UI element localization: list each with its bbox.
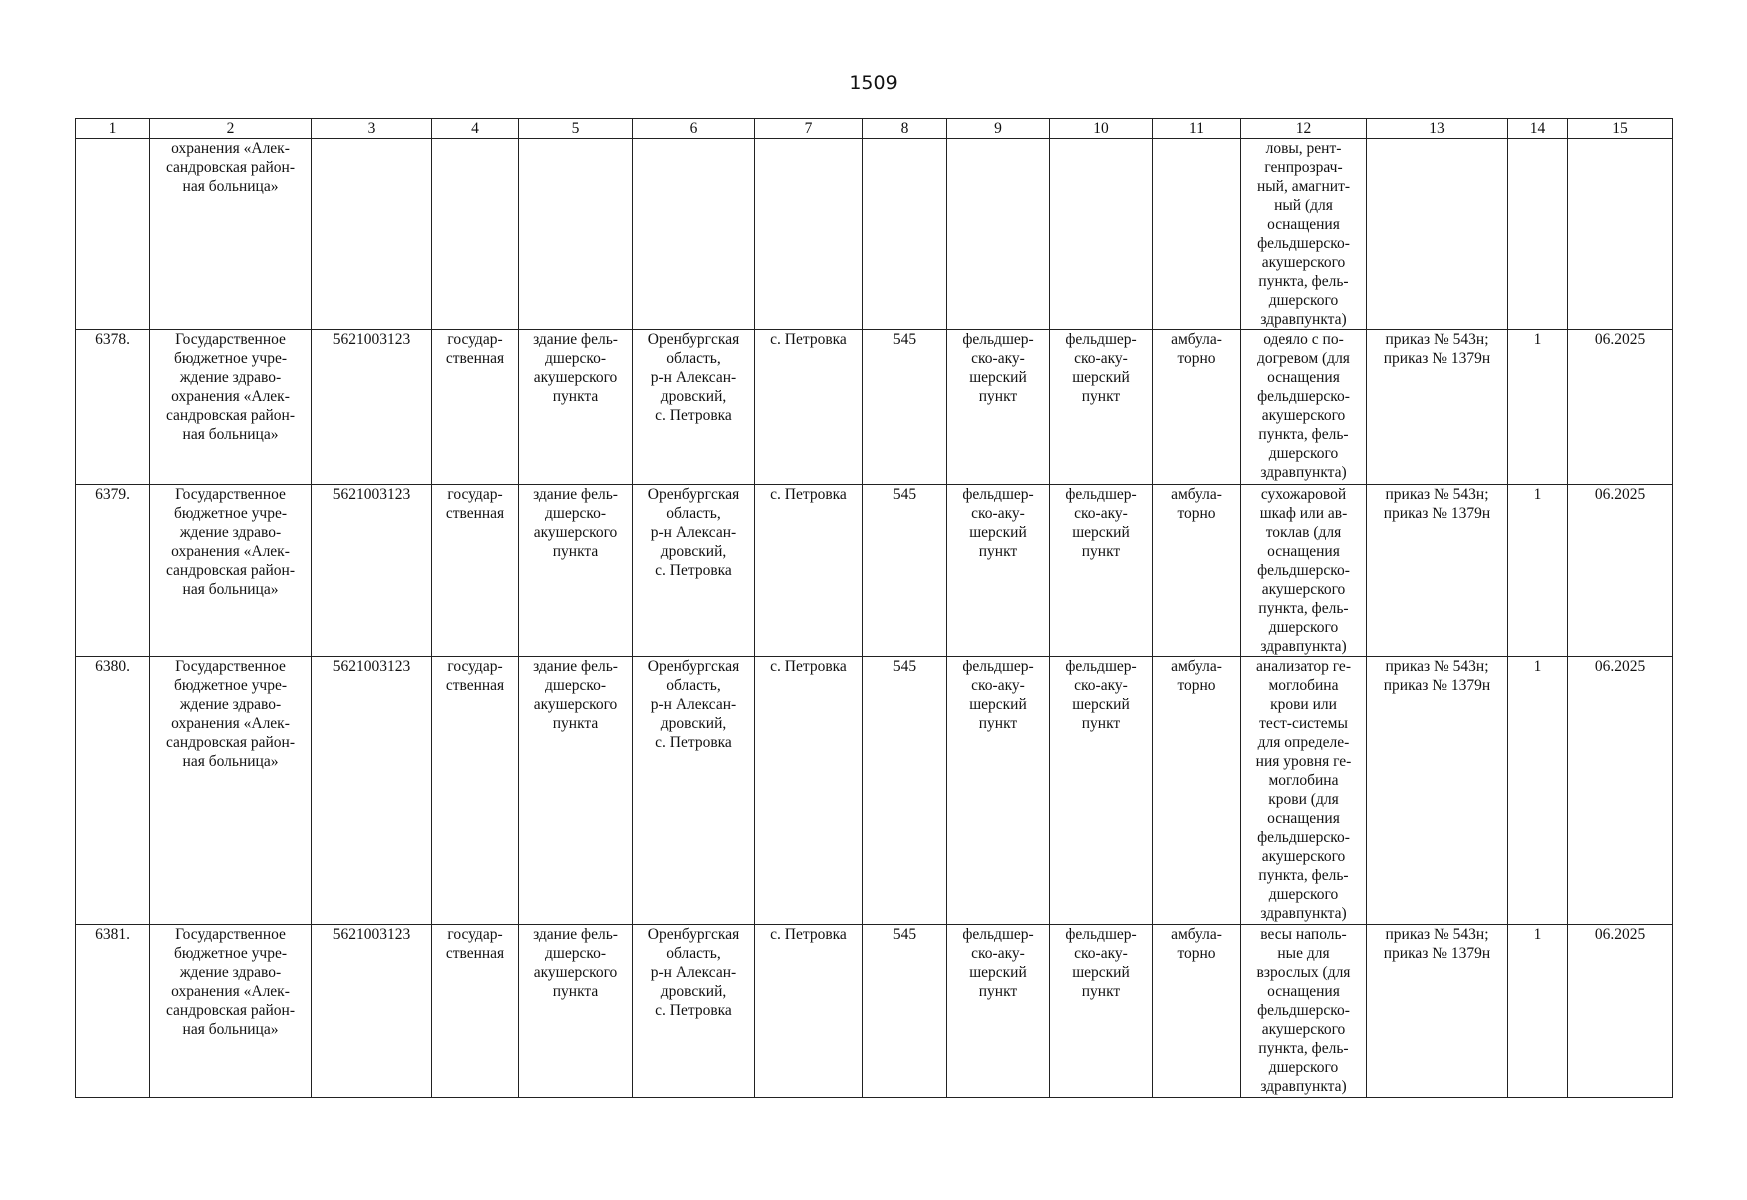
column-number: 8: [863, 119, 947, 139]
cell-address: Оренбургская область, р-н Алексан- дровский, с. Петровка: [633, 657, 755, 925]
cell-address: [633, 139, 755, 330]
column-number: 14: [1508, 119, 1568, 139]
cell-facility-type: фельдшер- ско-аку- шерский пункт: [947, 485, 1050, 657]
column-number: 15: [1568, 119, 1673, 139]
table-header: [76, 119, 1673, 139]
cell-facility-type: [947, 139, 1050, 330]
cell-number: 6378.: [76, 330, 150, 485]
column-number: 10: [1050, 119, 1153, 139]
cell-date: 06.2025: [1568, 657, 1673, 925]
cell-building: [519, 139, 633, 330]
cell-date: 06.2025: [1568, 485, 1673, 657]
cell-ownership: государ- ственная: [432, 925, 519, 1098]
column-number: 1: [76, 119, 150, 139]
column-number-row: [76, 119, 1673, 139]
cell-number: [76, 139, 150, 330]
cell-care-form: амбула- торно: [1153, 657, 1241, 925]
cell-unit-type: фельдшер- ско-аку- шерский пункт: [1050, 330, 1153, 485]
cell-population: 545: [863, 657, 947, 925]
cell-inn: 5621003123: [312, 925, 432, 1098]
cell-unit-type: фельдшер- ско-аку- шерский пункт: [1050, 657, 1153, 925]
cell-care-form: амбула- торно: [1153, 485, 1241, 657]
column-number: 12: [1241, 119, 1367, 139]
page-number: 1509: [849, 72, 898, 94]
cell-order: приказ № 543н; приказ № 1379н: [1367, 657, 1508, 925]
column-number: 9: [947, 119, 1050, 139]
cell-building: здание фель- дшерско- акушерского пункта: [519, 485, 633, 657]
cell-number: 6379.: [76, 485, 150, 657]
cell-inn: [312, 139, 432, 330]
cell-population: 545: [863, 330, 947, 485]
cell-facility-type: фельдшер- ско-аку- шерский пункт: [947, 925, 1050, 1098]
cell-settlement: с. Петровка: [755, 925, 863, 1098]
cell-unit-type: [1050, 139, 1153, 330]
cell-quantity: 1: [1508, 657, 1568, 925]
cell-organization: Государственное бюджетное учре- ждение здраво- охранения «Алек- сандровская район- ная больница»: [150, 925, 312, 1098]
cell-organization: охранения «Алек- сандровская район- ная больница»: [150, 139, 312, 330]
table-body: [76, 139, 1673, 1098]
cell-equipment: одеяло с по- догревом (для оснащения фельдшерско- акушерского пункта, фель- дшерского здравпункта): [1241, 330, 1367, 485]
cell-order: приказ № 543н; приказ № 1379н: [1367, 485, 1508, 657]
table-row: [76, 925, 1673, 1098]
cell-ownership: государ- ственная: [432, 657, 519, 925]
cell-quantity: [1508, 139, 1568, 330]
cell-order: [1367, 139, 1508, 330]
cell-population: 545: [863, 485, 947, 657]
cell-quantity: 1: [1508, 485, 1568, 657]
cell-facility-type: фельдшер- ско-аку- шерский пункт: [947, 657, 1050, 925]
cell-unit-type: фельдшер- ско-аку- шерский пункт: [1050, 485, 1153, 657]
cell-address: Оренбургская область, р-н Алексан- дровский, с. Петровка: [633, 330, 755, 485]
cell-number: 6381.: [76, 925, 150, 1098]
cell-address: Оренбургская область, р-н Алексан- дровский, с. Петровка: [633, 485, 755, 657]
cell-organization: Государственное бюджетное учре- ждение здраво- охранения «Алек- сандровская район- ная больница»: [150, 330, 312, 485]
table-row: [76, 330, 1673, 485]
cell-order: приказ № 543н; приказ № 1379н: [1367, 330, 1508, 485]
column-number: 4: [432, 119, 519, 139]
table-row: [76, 139, 1673, 330]
cell-equipment: весы наполь- ные для взрослых (для оснащения фельдшерско- акушерского пункта, фель- дшерского здравпункта): [1241, 925, 1367, 1098]
column-number: 2: [150, 119, 312, 139]
cell-ownership: государ- ственная: [432, 485, 519, 657]
cell-facility-type: фельдшер- ско-аку- шерский пункт: [947, 330, 1050, 485]
cell-building: здание фель- дшерско- акушерского пункта: [519, 925, 633, 1098]
register-table: [75, 118, 1673, 1098]
cell-ownership: государ- ственная: [432, 330, 519, 485]
cell-date: [1568, 139, 1673, 330]
cell-population: [863, 139, 947, 330]
cell-unit-type: фельдшер- ско-аку- шерский пункт: [1050, 925, 1153, 1098]
cell-date: 06.2025: [1568, 330, 1673, 485]
column-number: 13: [1367, 119, 1508, 139]
cell-inn: 5621003123: [312, 657, 432, 925]
cell-equipment: сухожаровой шкаф или ав- токлав (для оснащения фельдшерско- акушерского пункта, фель- дшерского здравпункта): [1241, 485, 1367, 657]
cell-address: Оренбургская область, р-н Алексан- дровский, с. Петровка: [633, 925, 755, 1098]
cell-organization: Государственное бюджетное учре- ждение здраво- охранения «Алек- сандровская район- ная больница»: [150, 657, 312, 925]
cell-quantity: 1: [1508, 330, 1568, 485]
column-number: 5: [519, 119, 633, 139]
cell-quantity: 1: [1508, 925, 1568, 1098]
cell-order: приказ № 543н; приказ № 1379н: [1367, 925, 1508, 1098]
cell-care-form: амбула- торно: [1153, 330, 1241, 485]
cell-inn: 5621003123: [312, 330, 432, 485]
cell-settlement: с. Петровка: [755, 330, 863, 485]
column-number: 7: [755, 119, 863, 139]
cell-settlement: с. Петровка: [755, 485, 863, 657]
column-number: 3: [312, 119, 432, 139]
cell-organization: Государственное бюджетное учре- ждение здраво- охранения «Алек- сандровская район- ная больница»: [150, 485, 312, 657]
column-number: 11: [1153, 119, 1241, 139]
cell-building: здание фель- дшерско- акушерского пункта: [519, 330, 633, 485]
cell-care-form: амбула- торно: [1153, 925, 1241, 1098]
cell-ownership: [432, 139, 519, 330]
cell-settlement: с. Петровка: [755, 657, 863, 925]
cell-date: 06.2025: [1568, 925, 1673, 1098]
cell-care-form: [1153, 139, 1241, 330]
table-row: [76, 657, 1673, 925]
cell-equipment: ловы, рент- генпрозрач- ный, амагнит- ный (для оснащения фельдшерско- акушерского пункта, фель- дшерского здравпункта): [1241, 139, 1367, 330]
cell-equipment: анализатор ге- моглобина крови или тест-системы для определе- ния уровня ге- моглобина крови (для оснащения фельдшерско- акушерского пункта, фель- дшерского здравпункта): [1241, 657, 1367, 925]
cell-number: 6380.: [76, 657, 150, 925]
cell-settlement: [755, 139, 863, 330]
cell-inn: 5621003123: [312, 485, 432, 657]
table-row: [76, 485, 1673, 657]
column-number: 6: [633, 119, 755, 139]
cell-population: 545: [863, 925, 947, 1098]
cell-building: здание фель- дшерско- акушерского пункта: [519, 657, 633, 925]
